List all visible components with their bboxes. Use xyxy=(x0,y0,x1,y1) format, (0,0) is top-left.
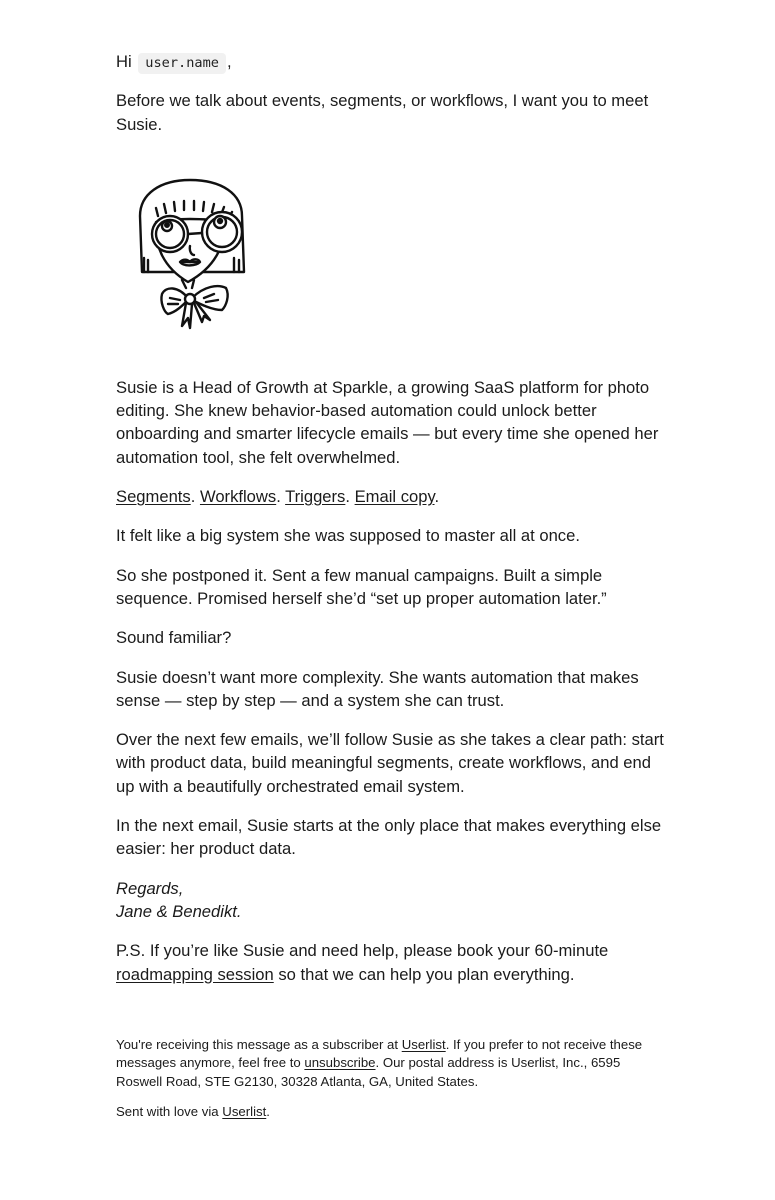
unsubscribe-link[interactable]: unsubscribe xyxy=(304,1055,376,1071)
link-separator: . xyxy=(345,487,355,507)
roadmapping-session-link[interactable]: roadmapping session xyxy=(116,964,274,984)
footer-sent-with-love xyxy=(116,1103,664,1121)
email-copy-link[interactable]: Email copy xyxy=(354,487,435,507)
ps-text-after: so that we can help you plan everything. xyxy=(273,964,575,984)
greeting-hi: Hi xyxy=(116,52,132,71)
sound-familiar-paragraph: Sound familiar? xyxy=(116,628,232,648)
next-email-paragraph: In the next email, Susie starts at the only place that makes everything else easier: her product data. xyxy=(116,816,662,859)
sent-via-userlist-link[interactable]: Userlist xyxy=(222,1104,267,1120)
footer-postal-address: . Our postal address is Userlist, Inc., 6595 Roswell Road, STE G2130, 30328 Atlanta, GA, United States. xyxy=(116,1055,621,1089)
big-system-paragraph: It felt like a big system she was supposed to master all at once. xyxy=(116,526,580,546)
wants-paragraph: Susie doesn’t want more complexity. She wants automation that makes sense — step by step — and a system she can trust. xyxy=(116,667,639,710)
footer-userlist-link[interactable]: Userlist xyxy=(401,1036,446,1052)
topics-links-paragraph xyxy=(116,485,664,508)
susie-description-paragraph: Susie is a Head of Growth at Sparkle, a growing SaaS platform for photo editing. She knew behavior-based automation could unlock better onboarding and smarter lifecycle emails — but every time she opened her automation tool, she felt overwhelmed. xyxy=(116,377,659,467)
signoff-names: Jane & Benedikt. xyxy=(116,901,242,921)
footer-subscription-notice xyxy=(116,1036,664,1091)
sent-with-love-text: Sent with love via xyxy=(116,1104,223,1120)
email-body xyxy=(116,0,664,1121)
signoff xyxy=(116,877,664,924)
segments-link[interactable]: Segments xyxy=(116,487,191,507)
footer-text-before: You're receiving this message as a subscriber at xyxy=(116,1036,402,1052)
footer-text-middle: . If you prefer to not receive these messages anymore, feel free to xyxy=(116,1036,643,1071)
link-separator: . xyxy=(190,487,200,507)
links-end-period: . xyxy=(434,487,440,507)
intro-paragraph: Before we talk about events, segments, or workflows, I want you to meet Susie. xyxy=(116,91,649,134)
triggers-link[interactable]: Triggers xyxy=(285,487,346,507)
user-name-variable: user.name xyxy=(138,53,226,74)
susie-portrait-illustration xyxy=(134,176,254,336)
signoff-regards: Regards, xyxy=(116,878,184,898)
link-separator: . xyxy=(276,487,286,507)
next-emails-paragraph: Over the next few emails, we’ll follow Susie as she takes a clear path: start with product data, build meaningful segments, create workflows, and end up with a beautifully orchestrated email system. xyxy=(116,730,664,796)
postponed-paragraph: So she postponed it. Sent a few manual campaigns. Built a simple sequence. Promised herself she’d “set up proper automation later.” xyxy=(116,565,607,608)
ps-text-before: P.S. If you’re like Susie and need help, please book your 60-minute xyxy=(116,941,609,961)
ps-paragraph xyxy=(116,939,664,986)
workflows-link[interactable]: Workflows xyxy=(199,487,277,507)
greeting-comma: , xyxy=(226,52,232,71)
greeting xyxy=(116,50,664,75)
sent-end-period: . xyxy=(266,1104,270,1120)
